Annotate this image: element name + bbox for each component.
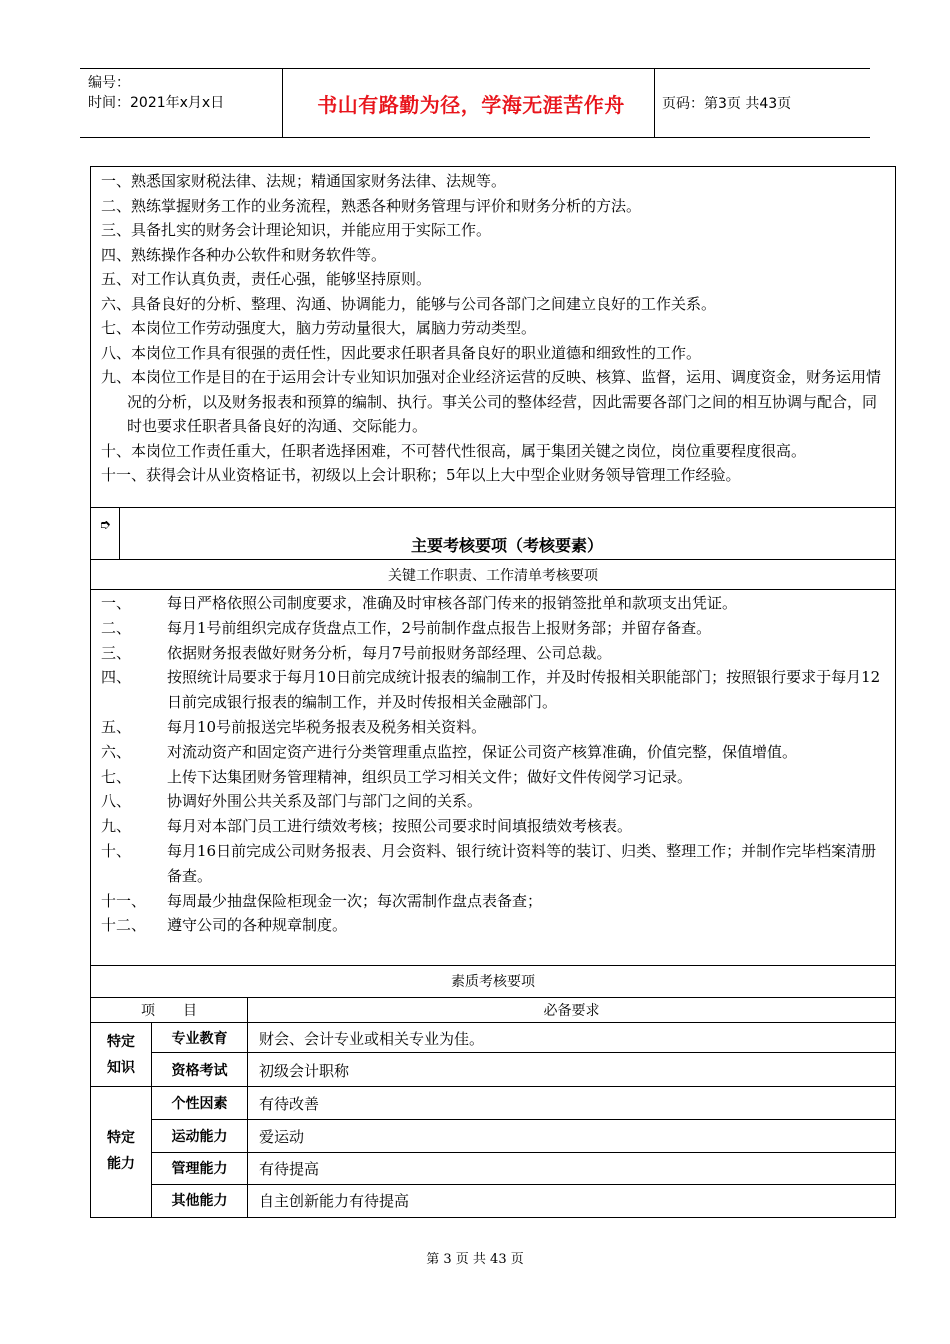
duty-text: 每月1号前组织完成存货盘点工作，2号前制作盘点报告上报财务部；并留存备查。 — [167, 618, 712, 637]
quality-section-title: 素质考核要项 — [451, 974, 535, 990]
requirement-item: 六、具备良好的分析、整理、沟通、协调能力，能够与公司各部门之间建立良好的工作关系。 — [101, 294, 717, 313]
requirement-item: 二、熟练掌握财务工作的业务流程，熟悉各种财务管理与评价和财务分析的方法。 — [101, 196, 642, 215]
duty-text: 按照统计局要求于每月10日前完成统计报表的编制工作，并及时传报相关职能部门；按照银行要求于每月12日前完成银行报表的编制工作，并及时传报相关金融部门。 — [167, 668, 881, 712]
row-divider — [151, 1119, 895, 1120]
row-divider — [151, 1184, 895, 1185]
job-requirements-list — [101, 169, 887, 488]
row-divider — [91, 1086, 895, 1087]
row-divider — [91, 589, 895, 590]
duty-text: 上传下达集团财务管理精神，组织员工学习相关文件；做好文件传阅学习记录。 — [167, 767, 693, 786]
duty-item — [101, 765, 887, 790]
duty-item — [101, 839, 887, 889]
duty-text: 遵守公司的各种规章制度。 — [167, 916, 348, 935]
duty-number: 八、 — [101, 792, 132, 811]
duty-number: 七、 — [101, 767, 132, 786]
row-divider — [91, 965, 895, 966]
document-number-label: 编号： — [88, 75, 130, 91]
ability-label: 运动能力 — [171, 1129, 228, 1145]
duty-number: 九、 — [101, 817, 132, 836]
duty-item — [101, 889, 887, 914]
duty-item — [101, 913, 887, 938]
header-divider — [654, 69, 655, 137]
header-meta — [88, 73, 224, 113]
column-header-item: 项 目 — [141, 1003, 197, 1019]
arrow-icon: ➮ — [99, 517, 111, 533]
header-divider — [282, 69, 283, 137]
duty-text: 协调好外围公共关系及部门与部门之间的关系。 — [167, 792, 483, 811]
ability-value: 有待改善 — [259, 1095, 320, 1113]
requirement-item: 十、本岗位工作责任重大，任职者选择困难，不可替代性很高，属于集团关键之岗位，岗位重要程度很高。 — [101, 441, 807, 460]
assessment-main-title: 主要考核要项（考核要素） — [410, 536, 603, 555]
duty-item — [101, 715, 887, 740]
qualification-label: 专业教育 — [171, 1031, 228, 1047]
requirement-item: 四、熟练操作各种办公软件和财务软件等。 — [101, 245, 387, 264]
row-divider — [91, 1022, 895, 1023]
ability-label: 其他能力 — [171, 1193, 228, 1209]
duty-number: 六、 — [101, 742, 132, 761]
duty-text: 依据财务报表做好财务分析，每月7号前报财务部经理、公司总裁。 — [167, 643, 612, 662]
duty-number: 二、 — [101, 618, 132, 637]
row-divider — [91, 507, 895, 508]
ability-value: 爱运动 — [259, 1128, 305, 1146]
requirement-item: 八、本岗位工作具有很强的责任性，因此要求任职者具备良好的职业道德和细致性的工作。 — [101, 343, 702, 362]
requirement-item: 一、熟悉国家财税法律、法规；精通国家财务法律、法规等。 — [101, 172, 507, 190]
job-assessment-table — [90, 166, 896, 1218]
qualification-value: 财会、会计专业或相关专业为佳。 — [259, 1030, 485, 1048]
duty-text: 对流动资产和固定资产进行分类管理重点监控，保证公司资产核算准确，价值完整，保值增值。 — [167, 742, 798, 761]
ability-value: 有待提高 — [259, 1160, 320, 1178]
duty-item — [101, 814, 887, 839]
duty-number: 十、 — [101, 841, 132, 860]
duty-item — [101, 616, 887, 641]
row-divider — [151, 1152, 895, 1153]
duty-number: 十一、 — [101, 891, 147, 910]
duty-text: 每月16日前完成公司财务报表、月会资料、银行统计资料等的装订、归类、整理工作；并制作完毕档案清册备查。 — [167, 841, 877, 885]
duty-item — [101, 641, 887, 666]
duties-list — [101, 591, 887, 938]
requirement-item: 十一、获得会计从业资格证书，初级以上会计职称；5年以上大中型企业财务领导管理工作经验。 — [101, 466, 741, 484]
header-page-number: 页码：第3页 共43页 — [662, 96, 792, 112]
header-motto: 书山有路勤为径，学海无涯苦作舟 — [317, 92, 625, 117]
duty-number: 三、 — [101, 643, 132, 662]
duty-number: 五、 — [101, 717, 132, 736]
page-header — [80, 68, 870, 138]
ability-value: 自主创新能力有待提高 — [259, 1192, 410, 1210]
qualification-value: 初级会计职称 — [259, 1062, 350, 1080]
duty-number: 四、 — [101, 668, 132, 687]
row-divider — [151, 1052, 895, 1053]
requirement-item: 七、本岗位工作劳动强度大，脑力劳动量很大，属脑力劳动类型。 — [101, 319, 537, 337]
duty-text: 每周最少抽盘保险柜现金一次；每次需制作盘点表备查； — [167, 891, 543, 910]
duty-text: 每日严格依照公司制度要求，准确及时审核各部门传来的报销签批单和款项支出凭证。 — [167, 594, 738, 612]
duty-item — [101, 665, 887, 715]
ability-label: 管理能力 — [171, 1161, 228, 1177]
duty-item — [101, 789, 887, 814]
duty-text: 每月对本部门员工进行绩效考核；按照公司要求时间填报绩效考核表。 — [167, 817, 633, 836]
duties-section-title: 关键工作职责、工作清单考核要项 — [388, 568, 598, 584]
requirement-item: 五、对工作认真负责，责任心强，能够坚持原则。 — [101, 270, 432, 288]
row-divider — [91, 559, 895, 560]
duty-item — [101, 591, 887, 616]
requirement-item: 九、本岗位工作是目的在于运用会计专业知识加强对企业经济运营的反映、核算、监督，运用、调度资金，财务运用情况的分析，以及财务报表和预算的编制、执行。事关公司的整体经营，因此需要各部门之间的相互协调与配合，同时也要求任职者具备良好的沟通、交际能力。 — [101, 368, 882, 435]
column-header-requirement: 必备要求 — [543, 1003, 600, 1019]
document-time-label: 时间：2021年x月x日 — [88, 95, 225, 111]
duty-text: 每月10号前报送完毕税务报表及税务相关资料。 — [167, 717, 487, 736]
qualification-label: 资格考试 — [171, 1063, 228, 1079]
duty-item — [101, 740, 887, 765]
knowledge-group-label: 特定知识 — [107, 1034, 135, 1076]
requirement-item: 三、具备扎实的财务会计理论知识，并能应用于实际工作。 — [101, 221, 492, 239]
page-footer: 第 3 页 共 43 页 — [426, 1252, 524, 1267]
ability-group-label: 特定能力 — [107, 1130, 135, 1172]
ability-label: 个性因素 — [171, 1096, 228, 1112]
duty-number: 十二、 — [101, 916, 147, 935]
row-divider — [91, 997, 895, 998]
duty-number: 一、 — [101, 594, 132, 612]
